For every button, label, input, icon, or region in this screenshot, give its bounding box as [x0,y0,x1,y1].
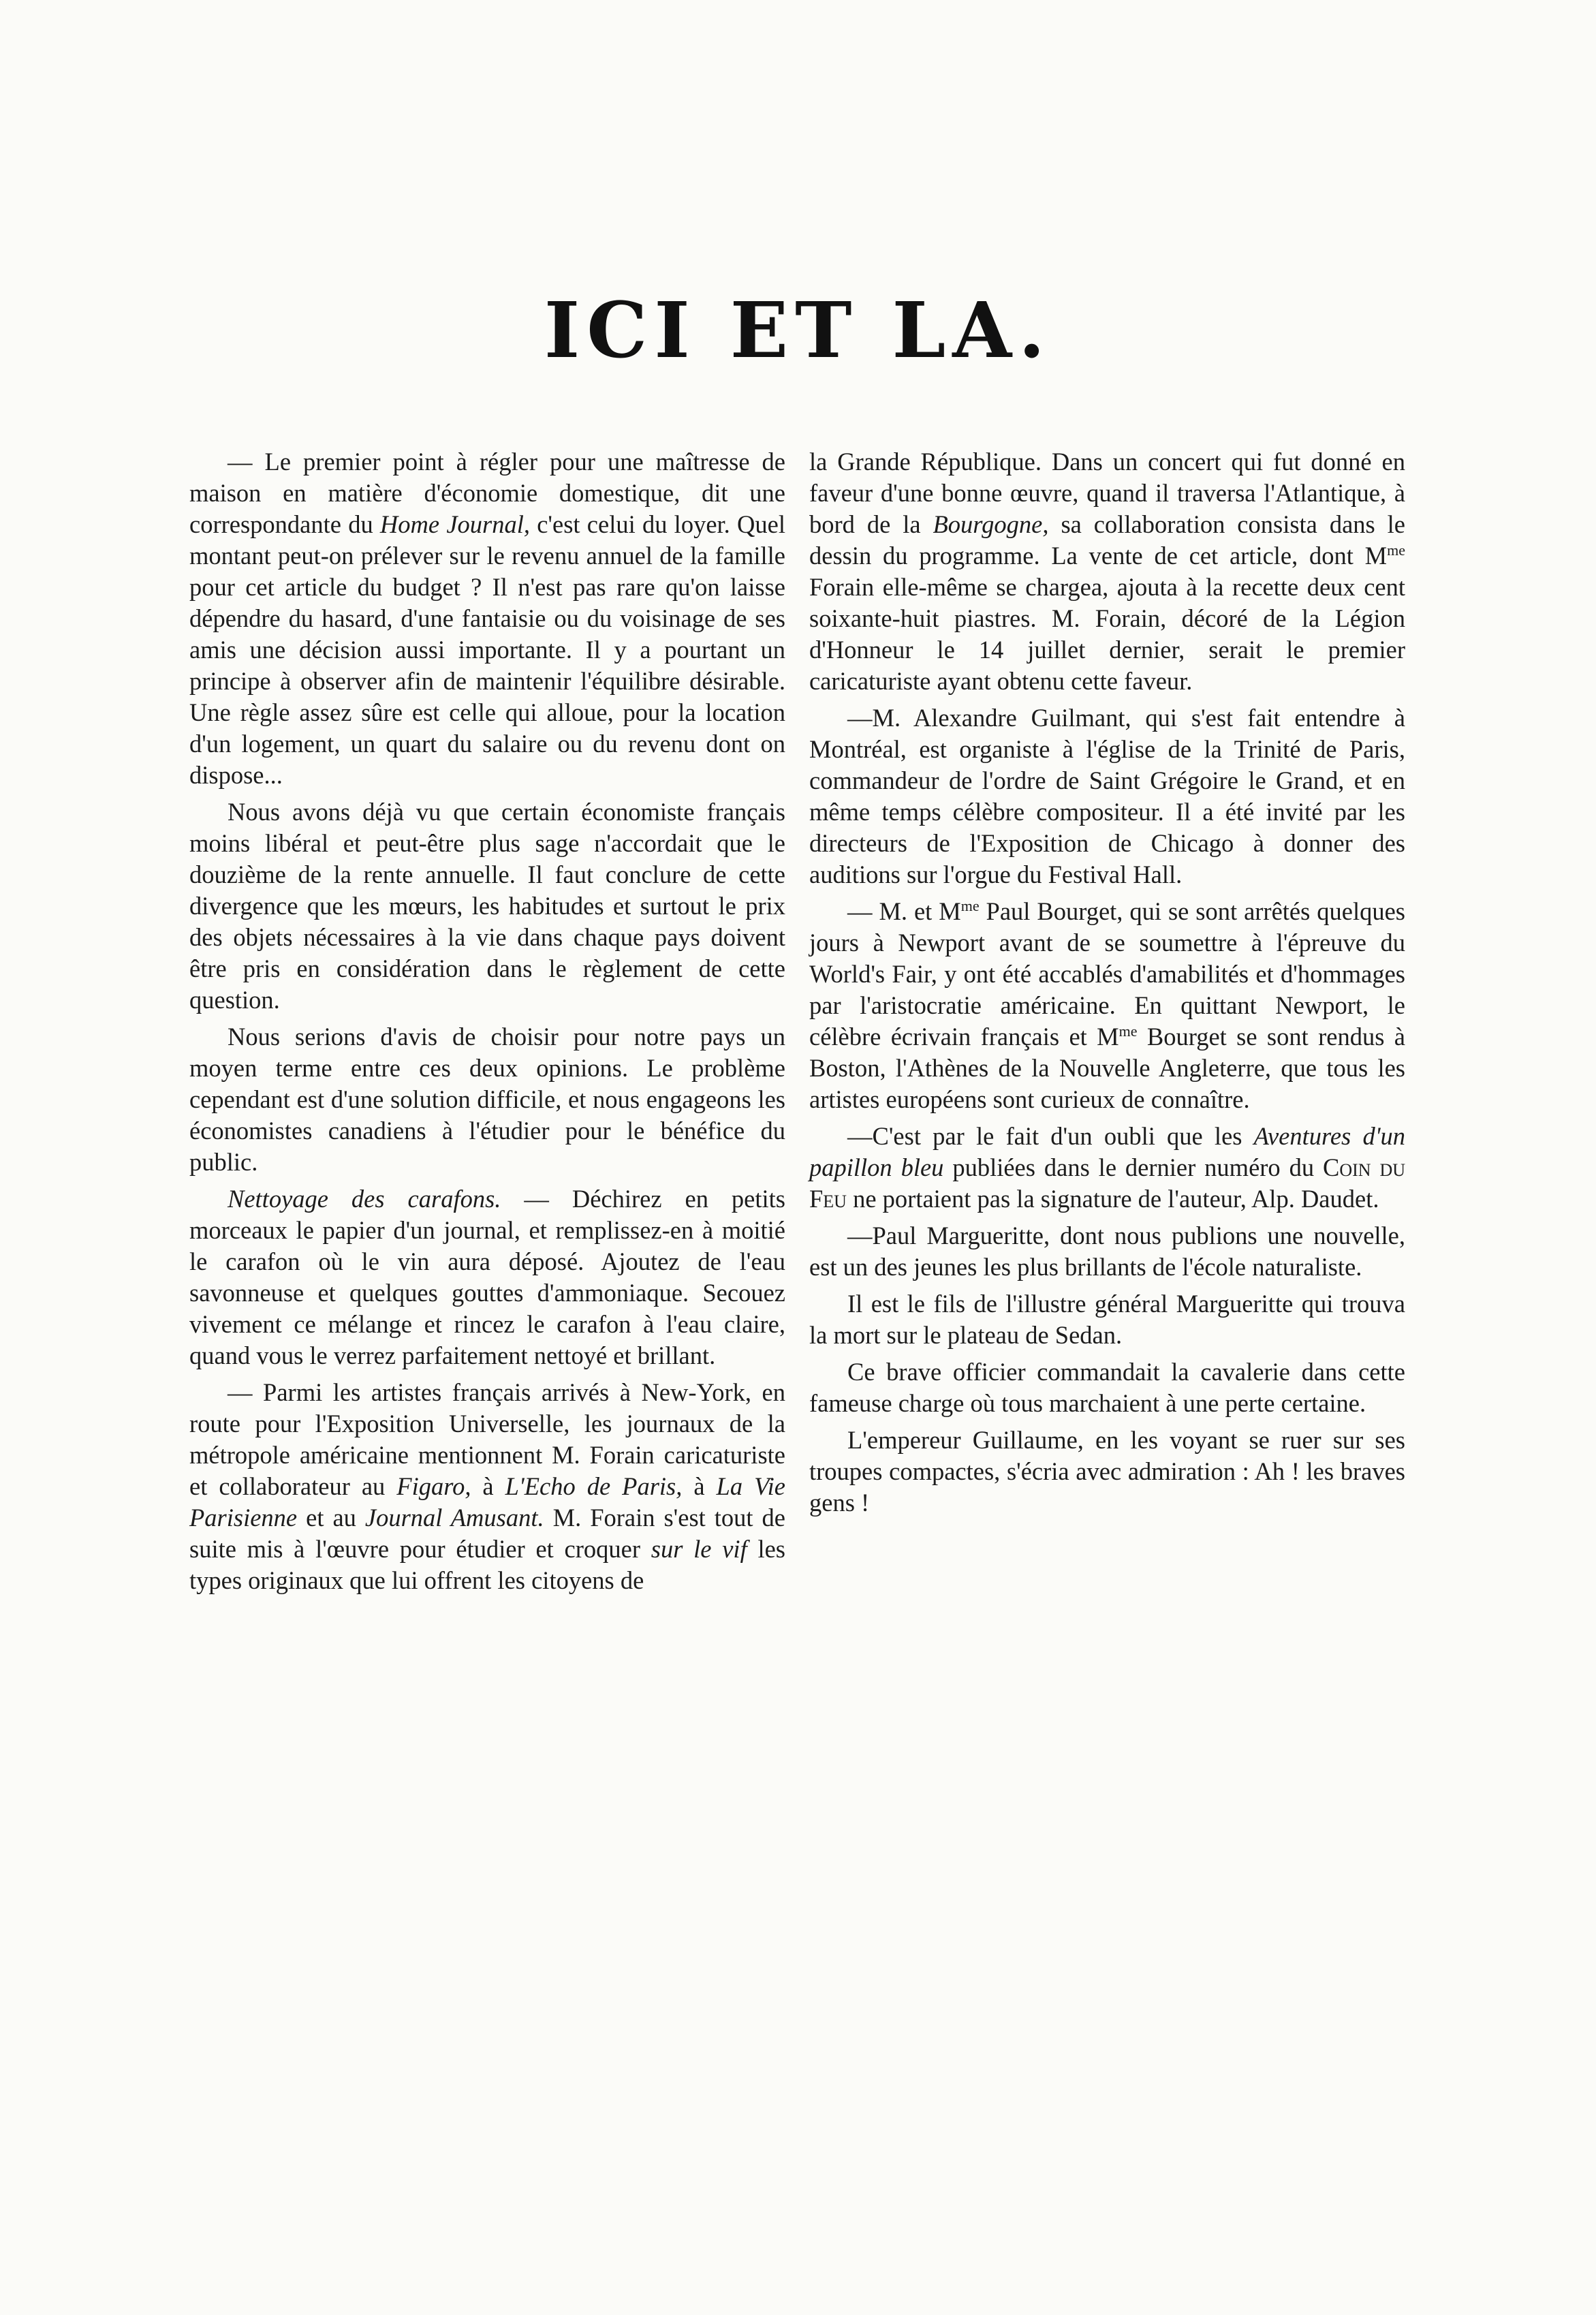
left-column [189,446,785,1602]
paragraph-bourget: — M. et $M^{me}$ Paul Bourget, qui se sont arrêtés quelques jours à Newport avant de se soumettre à l'épreuve du World's Fair, y ont été accablés d'amabilités et d'hommages par l'aristocratie américaine. En quittant Newport, le célèbre écrivain français et $M^{me}$ Bourget se sont rendus à Boston, l'Athènes de la Nouvelle Angleterre, que tous les artistes européens sont curieux de connaître. [809,897,1406,1113]
paragraph-economiste: Nous avons déjà vu que certain économiste français moins libéral et peut-être plus sage n'accordait que le douzième de la rente annuelle. Il faut conclure de cette divergence que les mœurs, les habitudes et surtout le prix des objets nécessaires à la vie dans chaque pays doivent être pris en considération dans le règlement de cette question. [189,798,785,1014]
paragraph-general: Il est le fils de l'illustre général Margueritte qui trouva la mort sur le plateau de Sedan. [809,1290,1405,1349]
paragraph-guilmant: —M. Alexandre Guilmant, qui s'est fait entendre à Montréal, est organiste à l'église de la Trinité de Paris, commandeur de l'ordre de Saint Grégoire le Grand, et en même temps célèbre compositeur. Il a été invité par les directeurs de l'Exposition de Chicago à donner des auditions sur l'orgue du Festival Hall. [809,704,1405,888]
page-title: ICI ET LA. [544,286,1052,375]
paragraph-margueritte: —Paul Margueritte, dont nous publions une nouvelle, est un des jeunes les plus brillants de l'école naturaliste. [809,1222,1405,1281]
paragraph-cavalerie: Ce brave officier commandait la cavalerie dans cette fameuse charge où tous marchaient à une perte certaine. [809,1358,1405,1417]
paragraph-carafons: Nettoyage des carafons. — Déchirez en petits morceaux le papier d'un journal, et remplissez-en à moitié le carafon où le vin aura déposé. Ajoutez de l'eau savonneuse et quelques gouttes d'ammoniaque. Secouez vivement ce mélange et rincez le carafon à l'eau claire, quand vous le verrez parfaitement nettoyé et brillant. [189,1185,786,1369]
section-heading: Nettoyage des carafons. [228,1185,501,1213]
right-column [809,446,1405,1524]
publication-title: Home Journal, [379,510,530,538]
paragraph-forain: — Parmi les artistes français arrivés à New-York, en route pour l'Exposition Universelle, les journaux de la métropole américaine mentionnent M. Forain caricaturiste et collaborateur au Figaro, à L'Echo de Paris, à La Vie Parisienne et au Journal Amusant. M. Forain s'est tout de suite mis à l'œuvre pour étudier et croquer sur le vif les types originaux que lui offrent les citoyens de [189,1378,786,1594]
paragraph-forain-cont: la Grande République. Dans un concert qui fut donné en faveur d'une bonne œuvre, quand il traversa l'Atlantique, à bord de la Bourgogne, sa collaboration consista dans le dessin du programme. La vente de cet article, dont $M^{me}$ Forain elle-même se chargea, ajouta à la recette deux cent soixante-huit piastres. M. Forain, décoré de la Légion d'Honneur le 14 juillet dernier, serait le premier caricaturiste ayant obtenu cette faveur. [809,448,1405,695]
paragraph-loyer: — Le premier point à régler pour une maîtresse de maison en matière d'économie domestique, dit une correspondante du Home Journal, c'est celui du loyer. Quel montant peut-on prélever sur le revenu annuel de la famille pour cet article du budget ? Il n'est pas rare qu'on laisse dépendre du hasard, d'une fantaisie ou du voisinage de ses amis une décision aussi importante. Il y a pourtant un principe à observer afin de maintenir l'équilibre désirable. Une règle assez sûre est celle qui alloue, pour la location d'un logement, un quart du salaire ou du revenu dont on dispose... [189,448,785,789]
paragraph-guillaume: L'empereur Guillaume, en les voyant se ruer sur ses troupes compactes, s'écria avec admiration : Ah ! les braves gens ! [809,1426,1405,1517]
paragraph-opinion: Nous serions d'avis de choisir pour notre pays un moyen terme entre ces deux opinions. Le problème cependant est d'une solution difficile, et nous engageons les économistes canadiens à l'étudier pour le bénéfice du public. [189,1023,785,1176]
paragraph-daudet: —C'est par le fait d'un oubli que les Aventures d'un papillon bleu publiées dans le dernier numéro du Coin du Feu ne portaient pas la signature de l'auteur, Alp. Daudet. [809,1122,1405,1213]
